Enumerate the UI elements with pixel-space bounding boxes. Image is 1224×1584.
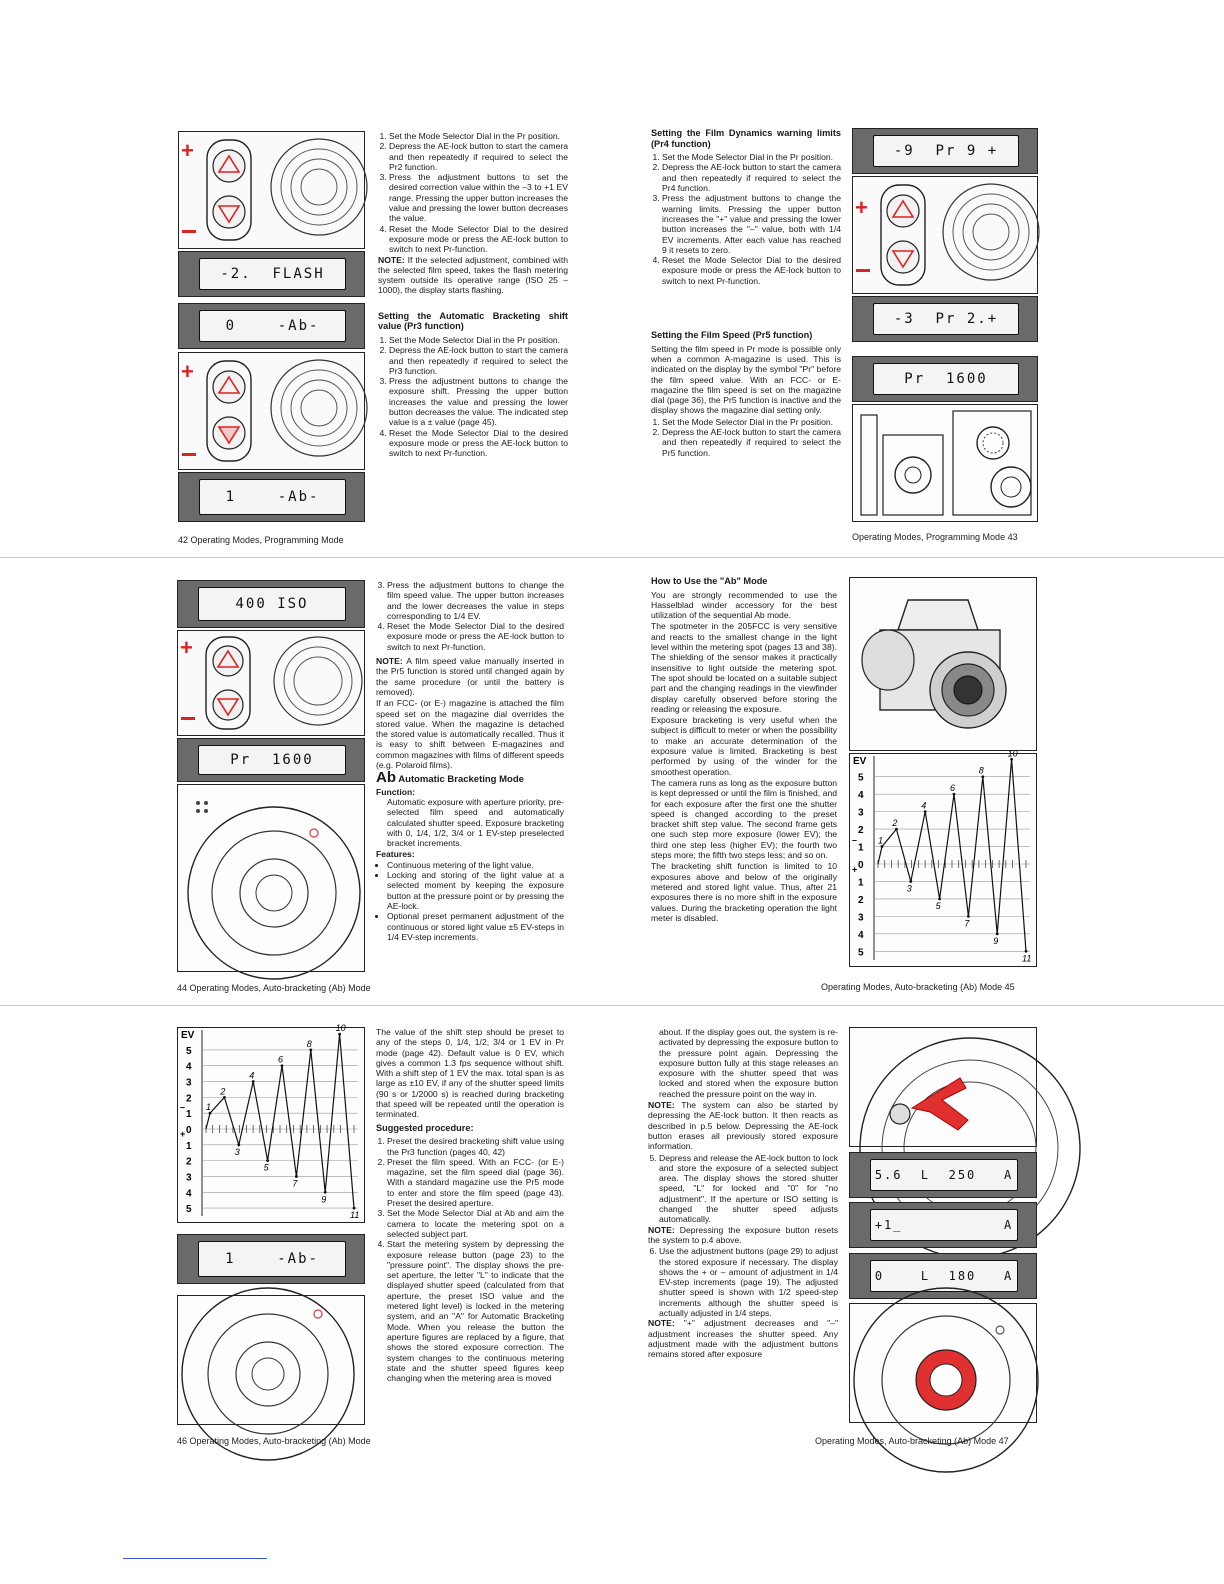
- bracketing-chart-p45: [849, 748, 1037, 967]
- list-item: 2. Depress the AE-lock button to start the camera and then repeatedly if required to select the Pr4 function.: [662, 162, 841, 193]
- point-label: 6: [950, 783, 956, 794]
- data-point: [1025, 950, 1028, 953]
- note-text: "+" adjustment decreases and "–" adjustment increases the shutter speed. Any adjustment made with the adjustment buttons remains stored after exposure: [648, 1318, 839, 1360]
- point-label: 4: [921, 800, 927, 811]
- p47-list-2: [648, 1246, 838, 1318]
- note-label: NOTE:: [376, 656, 403, 667]
- lcd-panel-p44-1: [177, 580, 365, 628]
- p42-text: [378, 131, 568, 459]
- y-tick-label: 3: [858, 807, 864, 819]
- point-label: 5: [263, 1162, 269, 1173]
- y-tick-label: 2: [858, 825, 864, 837]
- p43-paragraph: Setting the film speed in Pr mode is possible only when a common A-magazine is used. This is indicated on the display by the symbol "Pr" before the film speed value. With an FCC- or E-magazine the film speed is set on the magazine dial (page 36), the Pr5 function is inactive and the display shows the magazine dial setting only.: [651, 343, 841, 416]
- p45-paragraph-5: The bracketing shift function is limited to 10 exposures above and below of the originally metered and stored light value. Thus, after 21 exposures there is no more shift in the exposure values. During the bracketing operation the light meter is disabled.: [651, 861, 837, 923]
- data-point: [252, 1080, 255, 1083]
- data-point: [996, 932, 999, 935]
- y-tick-label: 4: [858, 929, 864, 941]
- lcd-panel-p42-3: [178, 472, 365, 522]
- list-item: 3. Press the adjustment buttons to change the exposure shift. Pressing the upper button increases the value and pressing the lower button decreases the value. The indicated step value is a ± value (page 45).: [389, 376, 568, 427]
- note-text: The system can also be started by depressing the AE-lock button. It then reacts as described in p.5 below. Depressing the AE-lock button erases all previously stored exposure information.: [648, 1100, 838, 1152]
- exposure-button-closeup-icon: [850, 1028, 1036, 1146]
- y-tick-label: 1: [858, 877, 864, 889]
- note-label: NOTE:: [648, 1224, 675, 1235]
- point-label: 6: [278, 1054, 284, 1065]
- lcd-panel-p43-1: [852, 128, 1038, 174]
- lcd-panel-p43-3: [852, 356, 1038, 402]
- camera-closeup-illustration: [849, 1027, 1037, 1147]
- list-item: 2. Depress the AE-lock button to start the camera and then repeatedly if required to select the Pr5 function.: [662, 427, 841, 458]
- plus-sign: +: [181, 359, 194, 384]
- data-point: [266, 1159, 269, 1162]
- point-label: 8: [978, 765, 984, 776]
- list-item: 3. Press the adjustment buttons to change the warning limits. Pressing the upper button increases the "+" value and pressing the lower button increases the "–" value, both with 1/4 EV increments. After each value has reached 9 it resets to zero.: [662, 193, 841, 255]
- point-label: 8: [306, 1038, 312, 1049]
- data-point: [953, 793, 956, 796]
- point-label: 10: [1007, 748, 1018, 759]
- list-item: 2. Preset the film speed. With an FCC- (or E-) magazine, set the film speed dial (page 36). With a standard magazine use the Pr5 mode to enter and store the film speed (page 43). Preset the desired aperture.: [387, 1157, 564, 1208]
- minus-sign: [856, 269, 870, 272]
- y-axis-label: EV: [853, 756, 867, 767]
- buttons-illustration-p43: [852, 176, 1038, 294]
- list-item: 4. Reset the Mode Selector Dial to the desired exposure mode or press the AE-lock button to switch to next Pr-function.: [389, 224, 568, 255]
- point-label: 11: [350, 1210, 360, 1221]
- buttons-illustration-p44: [177, 630, 365, 736]
- point-label: 1: [206, 1102, 212, 1113]
- list-item: 5. Depress and release the AE-lock button to lock and store the exposure of a selected subject area. The display shows the stored shutter speed, "L" for locked and "0" for "no adjustment". If the aperture or ISO setting is changed the shutter speed adjusts automatically.: [659, 1153, 838, 1225]
- data-point: [209, 1112, 212, 1115]
- list-item: 1. Set the Mode Selector Dial in the Pr position.: [662, 417, 841, 427]
- page-footer-47: Operating Modes, Auto-bracketing (Ab) Mode 47: [815, 1436, 1009, 1446]
- list-item: 4. Reset the Mode Selector Dial to the desired exposure mode or press the AE-lock button to switch to next Pr-function.: [662, 255, 841, 286]
- y-tick-label: 4: [186, 1188, 192, 1200]
- p42-heading: Setting the Automatic Bracketing shift value (Pr3 function): [378, 310, 568, 332]
- adjustment-buttons-icon: [853, 177, 1037, 293]
- data-point: [281, 1064, 284, 1067]
- p44-paragraph: If an FCC- (or E-) magazine is attached the film speed set on the magazine dial overrides the stored value. When the magazine is detached the stored value is automatically recalled. Thus it is easy to shift between E-magazines and common magazines with films of different speeds (e.g. Polaroid films).: [376, 698, 564, 771]
- y-tick-label: 2: [186, 1093, 192, 1105]
- data-point: [353, 1207, 356, 1210]
- point-label: 2: [892, 818, 898, 829]
- point-label: 4: [249, 1070, 255, 1081]
- list-item: 1. Set the Mode Selector Dial in the Pr position.: [662, 152, 841, 162]
- point-label: 11: [1022, 953, 1032, 964]
- note-text: If the selected adjustment, combined with the selected film speed, takes the flash metering system outside its operative range (ISO 25 – 1000), the display starts flashing.: [378, 254, 569, 296]
- note-label: NOTE:: [648, 1318, 675, 1329]
- data-point: [895, 828, 898, 831]
- point-label: 3: [906, 883, 912, 894]
- features-list: [376, 860, 564, 942]
- list-item: • Continuous metering of the light value.: [387, 860, 564, 870]
- plus-sign: +: [855, 195, 868, 220]
- p47-list: [648, 1153, 838, 1225]
- minus-sign: [182, 230, 196, 233]
- y-tick-label: 0: [186, 1125, 192, 1136]
- lcd-display: 1 -Ab-: [198, 1241, 346, 1277]
- lcd-panel-p47-1: [849, 1152, 1037, 1198]
- lcd-display: 0 -Ab-: [199, 310, 346, 342]
- exposure-release-button-icon: [850, 1304, 1036, 1422]
- list-item: 3. Press the adjustment buttons to change the film speed value. The upper button increases and the lower decreases the value in steps corresponding to 1/4 EV.: [387, 580, 564, 621]
- data-point: [309, 1049, 312, 1052]
- list-item: 4. Reset the Mode Selector Dial to the desired exposure mode or press the AE-lock button to switch to next Pr-function.: [387, 621, 564, 652]
- data-point: [967, 915, 970, 918]
- p42-note: [378, 255, 568, 296]
- lcd-display: 0 L 180 A: [870, 1260, 1018, 1292]
- p45-paragraph-2: The spotmeter in the 205FCC is very sensitive and reacts to the smallest change in the light level within the metering spot (pages 13 and 38). The shielding of the sensor makes it practically insensitive to light outside the metering spot. The spot should be located on a suitable subject part and the changing readings in the viewfinder display carefully observed before storing the reading or releasing the exposure.: [651, 621, 837, 714]
- y-tick-label: 5: [858, 947, 864, 959]
- data-point: [237, 1143, 240, 1146]
- link-underline: [123, 1558, 267, 1559]
- p45-paragraph-4: The camera runs as long as the exposure button is kept depressed or until the film is finished, and for each exposure after the first one the shutter speed is changed according to the preset bracket shift step value. The second frame gets one such step more exposure (lower EV); the third one step less (higher EV); the fourth two steps more; the fifth two steps less; and so on.: [651, 777, 837, 861]
- lcd-display: -2. FLASH: [199, 258, 346, 290]
- lcd-panel-p46-1: [177, 1234, 365, 1284]
- y-tick-label: 2: [186, 1156, 192, 1168]
- data-point: [924, 810, 927, 813]
- note-text: A film speed value manually inserted in the Pr5 function is stored until changed again by the same procedure (or until the battery is removed).: [376, 656, 565, 697]
- features-label: Features:: [376, 849, 415, 860]
- plus-marker: +: [180, 1128, 186, 1139]
- p45-paragraph-3: Exposure bracketing is very useful when the subject is difficult to meter or when the possibility to make an accurate determination of the exposure value is limited. Bracketing is best performed by using of the winder for the smoothest operation.: [651, 715, 837, 777]
- data-point: [938, 898, 941, 901]
- p46-text: [376, 1027, 564, 1383]
- magazine-dial-icon: [853, 405, 1037, 521]
- y-tick-label: 5: [186, 1204, 192, 1216]
- lcd-panel-p42-1: [178, 251, 365, 297]
- note-label: NOTE:: [378, 254, 405, 265]
- list-item: 4. Start the metering system by depressing the exposure release button (page 23) to the "pressure point". The display shows the pre-set aperture, the letter "L" to indicate that the displayed shutter speed (calculated from that aperture, the preset ISO value and the metered light level) is locked in the metering system, and an "A" for Automatic Bracketing Mode. When you release the button the aperture figures are replaced by a figure, that shows the stored exposure correction. The system changes to the continuous metering state and the shutter speed figures keep changing when the metering area is moved: [387, 1239, 564, 1383]
- point-label: 7: [964, 918, 970, 929]
- mode-dial-illustration-p44: [177, 784, 365, 972]
- bracketing-chart: [178, 1023, 364, 1222]
- bracketing-chart: [850, 748, 1036, 966]
- data-point: [295, 1175, 298, 1178]
- p42-list-1: [378, 131, 568, 255]
- p43-heading-1: Setting the Film Dynamics warning limits (Pr4 function): [651, 128, 841, 149]
- lcd-display: Pr 1600: [198, 745, 346, 775]
- p46-heading: Suggested procedure:: [376, 1122, 474, 1133]
- p44-list-1: [376, 580, 564, 652]
- p45-heading: How to Use the "Ab" Mode: [651, 576, 768, 586]
- p43-heading-2: Setting the Film Speed (Pr5 function): [651, 330, 813, 341]
- p46-paragraph-1: The value of the shift step should be preset to any of the steps 0, 1/4, 1/2, 3/4 or 1 EV in Pr mode (page 42). Default value is 0 EV, which gives a common 1.3 fps sequence without shift. With a shift step of 1 EV the max. total span is as large as ±10 EV, if any of the shutter speed limits (90 s or 1/2000 s) is reached during bracketing that speed will be repeated until the operation is terminated.: [376, 1027, 564, 1120]
- magazine-illustration: [852, 404, 1038, 522]
- list-item: 3. Press the adjustment buttons to set the desired correction value within the –3 to +1 EV range. Pressing the upper button increases the value and pressing the lower button decreases the value.: [389, 172, 568, 223]
- point-label: 10: [335, 1023, 346, 1034]
- lcd-display: 400 ISO: [198, 587, 346, 621]
- p45-paragraph-1: You are strongly recommended to use the Hasselblad winder accessory for the best utilization of the sequential Ab mode.: [651, 589, 837, 621]
- ab-title-text: Automatic Bracketing Mode: [398, 774, 524, 786]
- p46-list: [376, 1136, 564, 1383]
- camera-illustration: [849, 577, 1037, 751]
- plus-sign: +: [180, 635, 193, 660]
- minus-sign: [181, 717, 195, 720]
- p47-text: [648, 1027, 838, 1361]
- list-item: 6. Use the adjustment buttons (page 29) to adjust the stored exposure if necessary. The display shows the + or – amount of adjustment in 1/4 EV-step increments (page 19). The adjusted shutter speed is shown with 1/2 speed-step increments although the shutter speed is actually adjusted in 1/4 steps.: [659, 1246, 838, 1318]
- bracketing-chart-p46: [177, 1023, 365, 1223]
- y-tick-label: 1: [186, 1140, 192, 1152]
- p47-note-1: [648, 1100, 838, 1151]
- minus-sign: [182, 453, 196, 456]
- page-footer-45: Operating Modes, Auto-bracketing (Ab) Mode 45: [821, 982, 1015, 992]
- page-footer-43: Operating Modes, Programming Mode 43: [852, 532, 1018, 542]
- lcd-panel-p44-2: [177, 738, 365, 782]
- data-point: [324, 1191, 327, 1194]
- note-label: NOTE:: [648, 1100, 675, 1111]
- list-item: 3. Set the Mode Selector Dial at Ab and aim the camera to locate the metering spot on a selected subject part.: [387, 1208, 564, 1239]
- y-tick-label: 3: [186, 1077, 192, 1089]
- y-tick-label: 1: [858, 842, 864, 854]
- p42-list-2: [378, 335, 568, 459]
- buttons-illustration-p42b: [178, 352, 365, 470]
- plus-marker: +: [852, 864, 858, 875]
- buttons-illustration-p42: [178, 131, 365, 249]
- minus-marker: –: [180, 1102, 186, 1113]
- point-label: 1: [878, 835, 884, 846]
- point-label: 2: [220, 1086, 226, 1097]
- mode-selector-dial-icon: [178, 1296, 364, 1424]
- data-point: [981, 775, 984, 778]
- y-tick-label: 4: [186, 1061, 192, 1073]
- list-item: 4. Reset the Mode Selector Dial to the desired exposure mode or press the AE-lock button to switch to next Pr-function.: [389, 428, 568, 459]
- list-item: 2. Depress the AE-lock button to start the camera and then repeatedly if required to select the Pr3 function.: [389, 345, 568, 376]
- lcd-display: 1 -Ab-: [199, 479, 346, 515]
- lcd-panel-p42-2: [178, 303, 365, 349]
- y-tick-label: 4: [858, 790, 864, 802]
- page-footer-44: 44 Operating Modes, Auto-bracketing (Ab) Mode: [177, 983, 371, 993]
- y-tick-label: 1: [186, 1109, 192, 1121]
- data-point: [338, 1033, 341, 1036]
- mode-dial-illustration-p46: [177, 1295, 365, 1425]
- data-point: [909, 880, 912, 883]
- function-label: Function:: [376, 786, 416, 797]
- y-tick-label: 0: [858, 860, 864, 871]
- plus-sign: +: [181, 138, 194, 163]
- data-point: [1010, 758, 1013, 761]
- p45-text: [651, 576, 837, 924]
- lcd-display: 5.6 L 250 A: [870, 1159, 1018, 1191]
- lcd-panel-p47-2: [849, 1202, 1037, 1248]
- lcd-display: +1_ A: [870, 1209, 1018, 1241]
- list-item: • Locking and storing of the light value at a selected moment by keeping the exposure button at the pressure point or by pressing the AE-lock.: [387, 870, 564, 911]
- adjustment-buttons-icon: [179, 353, 364, 469]
- mode-selector-dial-icon: [178, 785, 364, 971]
- p47-note-2: [648, 1225, 838, 1246]
- note-text: Depressing the exposure button resets the system to p.4 above.: [648, 1224, 838, 1245]
- p44-text: [376, 580, 564, 942]
- y-tick-label: 5: [186, 1045, 192, 1057]
- p43-text: [651, 128, 841, 458]
- point-label: 7: [292, 1178, 298, 1189]
- camera-icon: [850, 578, 1036, 750]
- list-item: • Optional preset permanent adjustment of the continuous or stored light value ±5 EV-steps in 1/4 EV-step increments.: [387, 911, 564, 942]
- page-footer-42: 42 Operating Modes, Programming Mode: [178, 535, 344, 545]
- point-label: 9: [993, 935, 999, 946]
- list-item: 1. Set the Mode Selector Dial in the Pr position.: [389, 335, 568, 345]
- p47-paragraph-1: about. If the display goes out, the system is re-activated by depressing the exposure button to the pressure point again. Depressing the exposure button fully at this stage releases an exposure with the shutter speed that was locked and stored when the exposure button reached the pressure point on the way in.: [659, 1027, 838, 1099]
- p43-list-1: [651, 152, 841, 286]
- data-point: [881, 845, 884, 848]
- point-label: 9: [321, 1194, 327, 1205]
- point-label: 5: [935, 900, 941, 911]
- list-item: 2. Depress the AE-lock button to start the camera and then repeatedly if required to select the Pr2 function.: [389, 141, 568, 172]
- adjustment-buttons-icon: [179, 132, 364, 248]
- function-text: Automatic exposure with aperture priority, pre-selected film speed and automatically calculated shutter speed. Exposure bracketing with 0, 1/4, 1/2, 3/4 or 1 EV-step preselected bracket increments.: [387, 796, 564, 849]
- p43-list-2: [651, 417, 841, 458]
- y-tick-label: 3: [186, 1172, 192, 1184]
- ab-mode-title: [376, 769, 564, 787]
- list-item: 1. Preset the desired bracketing shift value using the Pr3 function (pages 40, 42): [387, 1136, 564, 1157]
- adjustment-buttons-icon: [178, 631, 364, 735]
- ab-big-label: Ab: [376, 769, 396, 787]
- page-footer-46: 46 Operating Modes, Auto-bracketing (Ab) Mode: [177, 1436, 371, 1446]
- lcd-display: -3 Pr 2.+: [873, 303, 1019, 335]
- mode-dial-illustration-p47: [849, 1303, 1037, 1423]
- point-label: 3: [234, 1146, 240, 1157]
- y-tick-label: 2: [858, 894, 864, 906]
- y-tick-label: 5: [858, 772, 864, 784]
- minus-marker: –: [852, 835, 858, 846]
- data-point: [223, 1096, 226, 1099]
- p44-note: [376, 656, 564, 697]
- lcd-display: Pr 1600: [873, 363, 1019, 395]
- lcd-panel-p43-2: [852, 296, 1038, 342]
- list-item: 1. Set the Mode Selector Dial in the Pr position.: [389, 131, 568, 141]
- lcd-panel-p47-3: [849, 1253, 1037, 1299]
- y-tick-label: 3: [858, 912, 864, 924]
- y-axis-label: EV: [181, 1030, 195, 1041]
- lcd-display: -9 Pr 9 +: [873, 135, 1019, 167]
- p47-note-3: [648, 1318, 838, 1359]
